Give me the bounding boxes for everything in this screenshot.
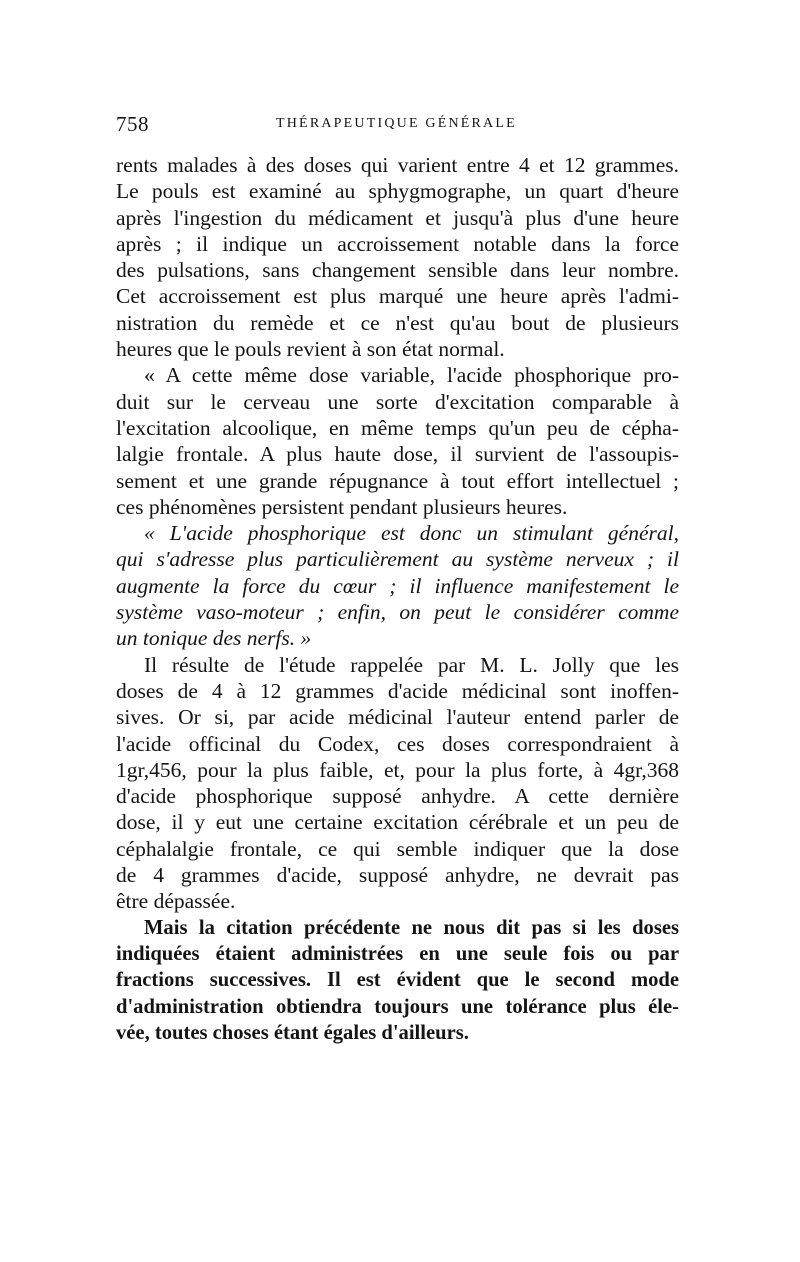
text-line: lalgie frontale. A plus haute dose, il survient de l'assoupis-	[116, 442, 679, 467]
text-line: l'acide officinal du Codex, ces doses correspondraient à	[116, 731, 679, 756]
text-line: fractions successives. Il est évident que le second mode	[116, 969, 679, 992]
text-line: ces phénomènes persistent pendant plusieurs heures.	[116, 494, 568, 519]
text-line: sement et une grande répugnance à tout effort intellectuel ;	[116, 468, 679, 493]
page-number: 758	[116, 112, 149, 136]
text-line: dose, il y eut une certaine excitation cérébrale et un peu de	[116, 810, 679, 835]
text-line: indiquées étaient administrées en une seule fois ou par	[116, 942, 679, 965]
text-line: d'acide phosphorique supposé anhydre. A cette dernière	[116, 784, 679, 809]
text-line: après l'ingestion du médicament et jusqu'à plus d'une heure	[116, 205, 679, 230]
text-line: système vaso-moteur ; enfin, on peut le considérer comme	[116, 600, 679, 625]
text-line: après ; il indique un accroissement notable dans la force	[116, 231, 679, 256]
text-line: céphalalgie frontale, ce qui semble indiquer que la dose	[116, 836, 679, 861]
text-line: 1gr,456, pour la plus faible, et, pour la plus forte, à 4gr,368	[116, 757, 679, 782]
paragraph-3	[116, 520, 679, 651]
text-line: qui s'adresse plus particulièrement au système nerveux ; il	[116, 547, 679, 572]
page-header	[116, 112, 679, 142]
paragraph-5	[116, 915, 679, 1046]
text-line: doses de 4 à 12 grammes d'acide médicinal sont inoffen-	[116, 678, 679, 703]
text-line: Cet accroissement est plus marqué une heure après l'admi-	[116, 284, 679, 309]
text-line: duit sur le cerveau une sorte d'excitation comparable à	[116, 389, 679, 414]
text-line: heures que le pouls revient à son état normal.	[116, 337, 505, 362]
text-line: l'excitation alcoolique, en même temps qu'un peu de cépha-	[116, 415, 679, 440]
text-line: un tonique des nerfs. »	[116, 626, 312, 651]
text-line: nistration du remède et ce n'est qu'au bout de plusieurs	[116, 310, 679, 335]
text-line: Mais la citation précédente ne nous dit pas si les doses	[144, 916, 679, 939]
body-text	[116, 152, 679, 1046]
text-line: d'administration obtiendra toujours une tolérance plus éle-	[116, 995, 679, 1018]
text-line: des pulsations, sans changement sensible dans leur nombre.	[116, 258, 679, 283]
paragraph-1	[116, 152, 679, 362]
running-title: THÉRAPEUTIQUE GÉNÉRALE	[276, 116, 517, 131]
text-line: « L'acide phosphorique est donc un stimulant général,	[144, 521, 679, 546]
text-line: sives. Or si, par acide médicinal l'auteur entend parler de	[116, 705, 679, 730]
paragraph-4	[116, 652, 679, 915]
text-line: Il résulte de l'étude rappelée par M. L. Jolly que les	[144, 652, 679, 677]
text-line: vée, toutes choses étant égales d'ailleurs.	[116, 1021, 469, 1044]
text-line: Le pouls est examiné au sphygmographe, un quart d'heure	[116, 179, 679, 204]
text-line: augmente la force du cœur ; il influence manifestement le	[116, 573, 679, 598]
text-line: être dépassée.	[116, 889, 236, 914]
text-line: « A cette même dose variable, l'acide phosphorique pro-	[144, 363, 679, 388]
text-line: rents malades à des doses qui varient entre 4 et 12 grammes.	[116, 153, 679, 177]
text-line: de 4 grammes d'acide, supposé anhydre, ne devrait pas	[116, 863, 679, 888]
paragraph-2	[116, 362, 679, 520]
